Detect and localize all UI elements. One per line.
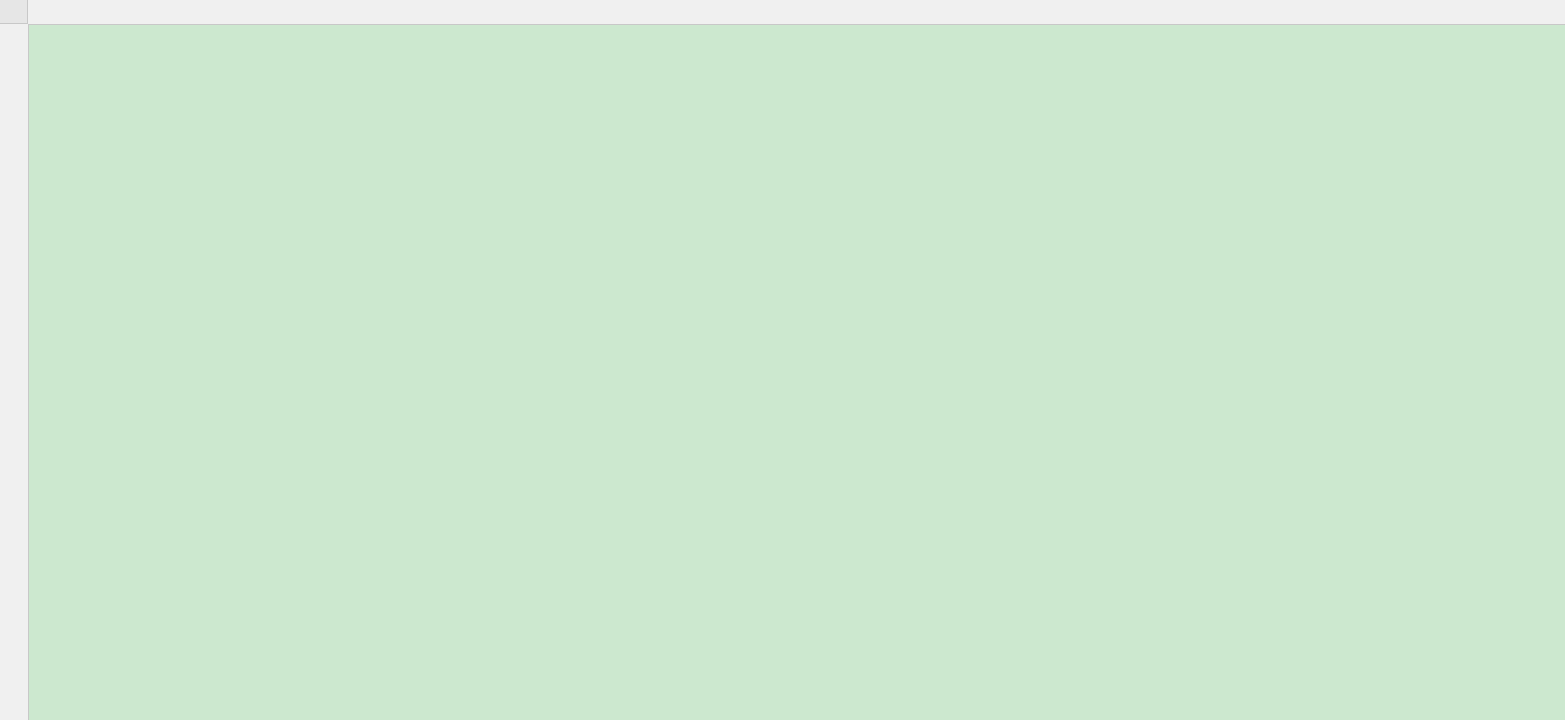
- spreadsheet-grid: [28, 24, 1565, 720]
- row-header-bar: [0, 24, 29, 720]
- select-all-corner[interactable]: [0, 0, 28, 24]
- column-header-bar: [0, 0, 1565, 25]
